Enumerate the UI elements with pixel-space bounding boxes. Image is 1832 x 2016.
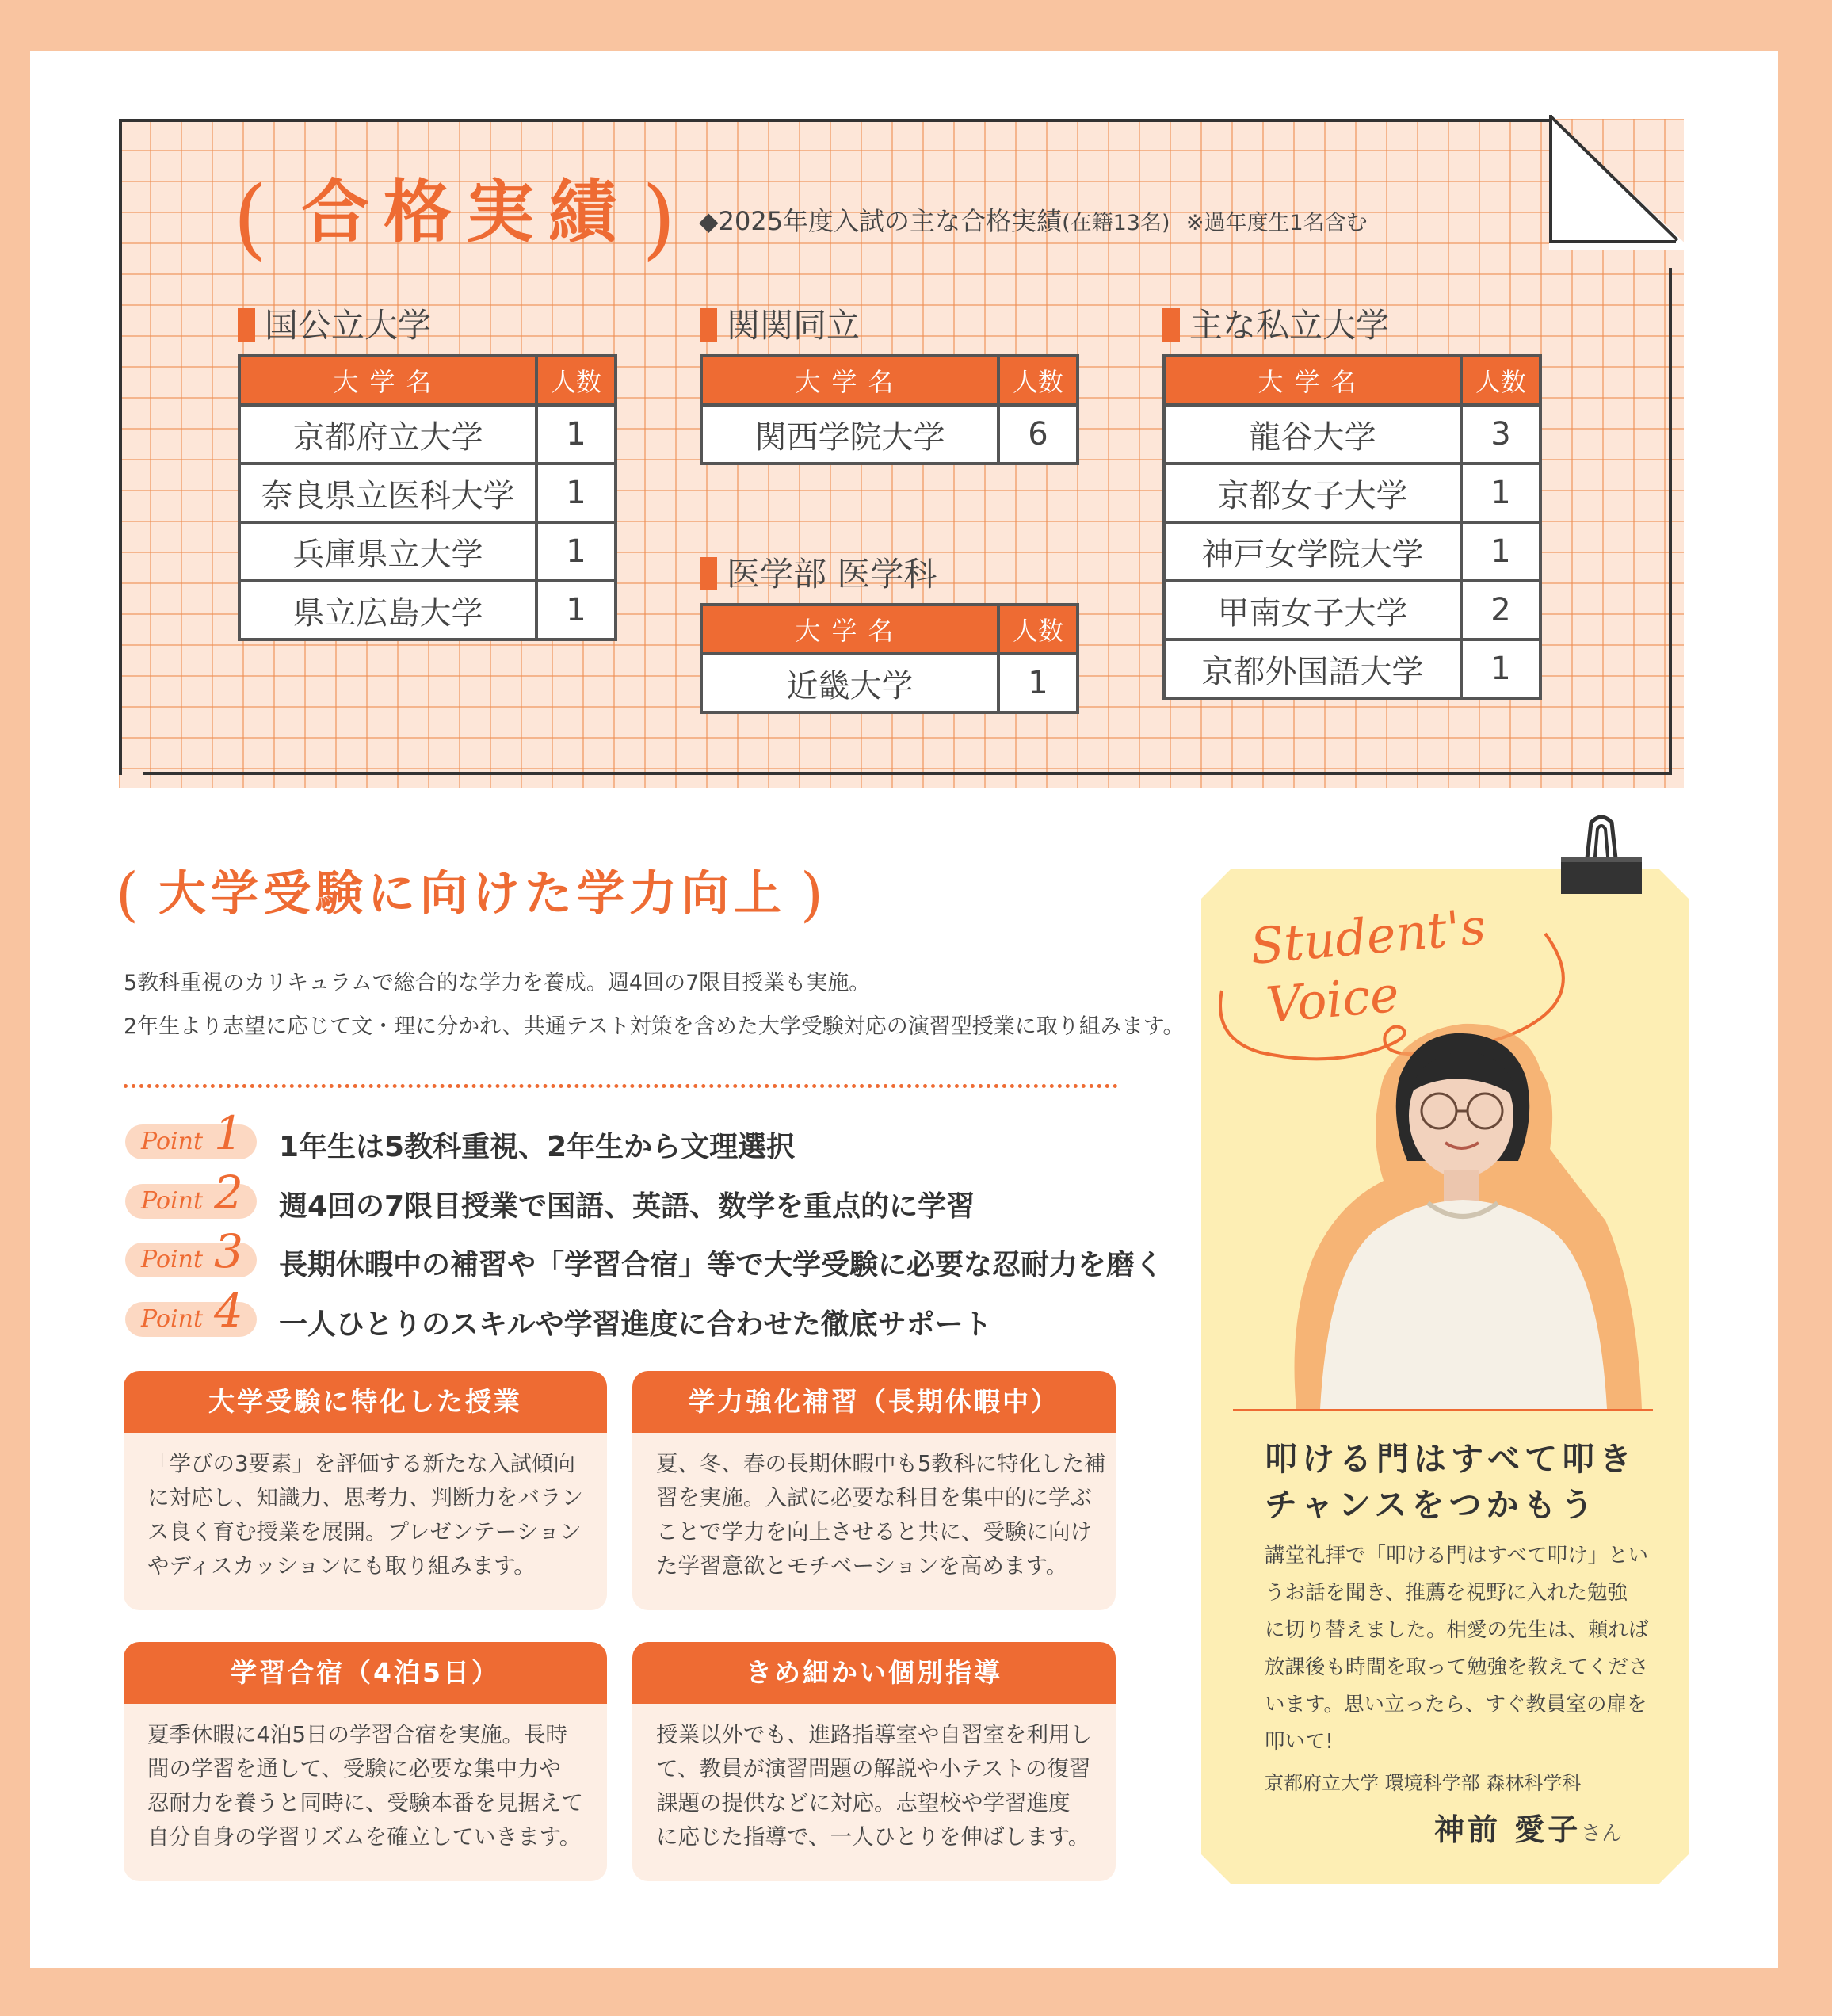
feature-box-line: ことで学力を向上させると共に、受験に向け	[656, 1519, 1092, 1544]
pass-count: 2	[1461, 581, 1540, 640]
feature-box-line: ス良く育む授業を展開。プレゼンテーション	[147, 1519, 582, 1544]
feature-box-line: 夏、冬、春の長期休暇中も5教科に特化した補	[656, 1451, 1106, 1476]
feature-box-title: きめ細かい個別指導	[632, 1642, 1116, 1704]
kankandoritsu-heading	[700, 306, 861, 345]
public-heading	[238, 306, 432, 345]
voice-heading-2: チャンスをつかもう	[1265, 1486, 1598, 1524]
voice-body-line: うお話を聞き、推薦を視野に入れた勉強	[1265, 1581, 1628, 1605]
table-row	[1164, 640, 1540, 698]
table-row	[1164, 464, 1540, 522]
feature-box-line: て、教員が演習問題の解説や小テストの復習	[656, 1756, 1091, 1781]
point-text: 長期休暇中の補習や「学習合宿」等で大学受験に必要な忍耐力を磨く	[279, 1249, 1164, 1281]
point-text: 1年生は5教科重視、2年生から文理選択	[279, 1131, 796, 1163]
voice-body-line: 放課後も時間を取って勉強を教えてくださ	[1265, 1655, 1649, 1679]
table-header-row	[1164, 356, 1540, 405]
point-label: Point	[141, 1128, 204, 1155]
pass-count: 6	[998, 405, 1078, 464]
pass-count: 1	[536, 581, 616, 640]
card-border-right	[1669, 268, 1672, 775]
university-name: 京都府立大学	[239, 405, 536, 464]
voice-body-line: 講堂礼拝で「叩ける門はすべて叩け」とい	[1265, 1544, 1648, 1567]
point-number: 3	[214, 1224, 243, 1278]
student-affiliation: 京都府立大学 環境科学部 森林科学科	[1265, 1772, 1582, 1794]
pass-count: 1	[1461, 464, 1540, 522]
study-intro-1: 5教科重視のカリキュラムで総合的な学力を養成。週4回の7限目授業も実施。	[124, 971, 871, 995]
col-count-header: 人数	[998, 356, 1078, 405]
feature-box-line: 自分自身の学習リズムを確立していきます。	[147, 1824, 582, 1850]
feature-box-body	[124, 1433, 607, 1598]
university-name: 龍谷大学	[1164, 405, 1461, 464]
private-heading-text: 主な私立大学	[1189, 306, 1390, 345]
medical-heading	[700, 555, 937, 594]
table-row	[239, 405, 616, 464]
voice-heading-1: 叩ける門はすべて叩き	[1265, 1440, 1637, 1478]
pass-count: 1	[536, 405, 616, 464]
results-subtitle-note: ※過年度生1名含む	[1185, 211, 1368, 235]
card-border-top	[119, 119, 1551, 122]
voice-divider	[1233, 1409, 1653, 1411]
feature-box-line: 習を実施。入試に必要な科目を集中的に学ぶ	[656, 1485, 1092, 1510]
heading-marker	[1162, 308, 1180, 342]
feature-box-line: 「学びの3要素」を評価する新たな入試傾向	[147, 1451, 575, 1476]
feature-box-title: 大学受験に特化した授業	[124, 1371, 607, 1433]
pass-count: 1	[1461, 522, 1540, 581]
results-subtitle	[699, 201, 1368, 238]
university-name: 奈良県立医科大学	[239, 464, 536, 522]
point-number: 4	[214, 1284, 243, 1338]
results-title: 合格実績	[301, 173, 631, 252]
university-name: 京都外国語大学	[1164, 640, 1461, 698]
study-bracket-left: (	[116, 861, 139, 929]
voice-body	[1265, 1537, 1649, 1761]
table-header-row	[239, 356, 616, 405]
feature-box-line: に対応し、知識力、思考力、判断力をバラン	[147, 1485, 583, 1510]
medical-heading-text: 医学部 医学科	[727, 555, 937, 594]
point-text: 一人ひとりのスキルや学習進度に合わせた徹底サポート	[279, 1308, 992, 1341]
feature-box-line: 夏季休暇に4泊5日の学習合宿を実施。長時	[147, 1722, 567, 1747]
university-name: 甲南女子大学	[1164, 581, 1461, 640]
title-bracket-left: (	[233, 167, 267, 269]
feature-box-title: 学力強化補習（長期休暇中）	[632, 1371, 1116, 1433]
script-word-2: Voice	[1263, 964, 1402, 1034]
col-name-header: 大学名	[1164, 356, 1461, 405]
medical-table	[700, 603, 1079, 714]
pass-count: 1	[536, 522, 616, 581]
kankandoritsu-table	[700, 354, 1079, 465]
table-header-row	[701, 605, 1078, 654]
col-name-header: 大学名	[701, 605, 998, 654]
feature-box-line: た学習意欲とモチベーションを高めます。	[656, 1553, 1068, 1579]
table-row	[701, 654, 1078, 712]
feature-box-line: 課題の提供などに対応。志望校や学習進度	[656, 1790, 1071, 1816]
folded-corner-icon	[1549, 115, 1692, 250]
results-subtitle-count: (在籍13名)	[1062, 211, 1170, 235]
table-row	[1164, 581, 1540, 640]
student-photo	[1288, 1022, 1642, 1411]
dotted-divider	[124, 1084, 1118, 1088]
table-row	[239, 464, 616, 522]
feature-box-line: やディスカッションにも取り組みます。	[147, 1553, 536, 1579]
feature-box-line: 間の学習を通して、受験に必要な集中力や	[147, 1756, 561, 1781]
university-name: 県立広島大学	[239, 581, 536, 640]
university-name: 神戸女学院大学	[1164, 522, 1461, 581]
private-heading	[1162, 306, 1390, 345]
study-bracket-right: )	[800, 861, 823, 929]
col-name-header: 大学名	[701, 356, 998, 405]
col-name-header: 大学名	[239, 356, 536, 405]
table-row	[239, 581, 616, 640]
student-name: 神前 愛子	[1434, 1812, 1582, 1847]
pass-count: 3	[1461, 405, 1540, 464]
feature-box-body	[632, 1704, 1116, 1869]
point-label: Point	[141, 1187, 204, 1215]
feature-box	[632, 1642, 1116, 1881]
university-name: 京都女子大学	[1164, 464, 1461, 522]
feature-box-body	[124, 1704, 607, 1869]
script-word-1: Student's	[1247, 897, 1488, 976]
card-border-bottom	[143, 772, 1672, 775]
feature-box-line: 授業以外でも、進路指導室や自習室を利用し	[656, 1722, 1092, 1747]
public-table	[238, 354, 617, 641]
pass-count: 1	[998, 654, 1078, 712]
feature-box	[124, 1371, 607, 1610]
table-row	[1164, 522, 1540, 581]
table-row	[701, 405, 1078, 464]
table-header-row	[701, 356, 1078, 405]
voice-body-line: 叩いて!	[1265, 1730, 1334, 1754]
table-row	[1164, 405, 1540, 464]
binder-clip-icon	[1555, 810, 1648, 897]
table-row	[239, 522, 616, 581]
pass-count: 1	[1461, 640, 1540, 698]
card-border-left	[119, 119, 122, 775]
point-text: 週4回の7限目授業で国語、英語、数学を重点的に学習	[279, 1190, 975, 1223]
study-intro-2: 2年生より志望に応じて文・理に分かれ、共通テスト対策を含めた大学受験対応の演習型授業に取り組みます。	[124, 1014, 1185, 1039]
feature-box-title: 学習合宿（4泊5日）	[124, 1642, 607, 1704]
col-count-header: 人数	[1461, 356, 1540, 405]
university-name: 関西学院大学	[701, 405, 998, 464]
feature-box	[632, 1371, 1116, 1610]
voice-body-line: います。思い立ったら、すぐ教員室の扉を	[1265, 1693, 1647, 1716]
point-label: Point	[141, 1305, 204, 1333]
feature-box	[124, 1642, 607, 1881]
voice-body-line: に切り替えました。相愛の先生は、頼れば	[1265, 1618, 1649, 1642]
col-count-header: 人数	[998, 605, 1078, 654]
study-title: 大学受験に向けた学力向上	[158, 866, 786, 922]
heading-marker	[700, 557, 717, 590]
feature-box-line: 忍耐力を養うと同時に、受験本番を見据えて	[147, 1790, 583, 1816]
results-subtitle-main: ◆2025年度入試の主な合格実績	[699, 206, 1063, 236]
point-number: 2	[214, 1166, 243, 1220]
col-count-header: 人数	[536, 356, 616, 405]
student-name-line	[1434, 1805, 1622, 1849]
feature-box-body	[632, 1433, 1116, 1598]
kankandoritsu-heading-text: 関関同立	[727, 306, 861, 345]
student-honorific: さん	[1581, 1822, 1623, 1846]
point-number: 1	[214, 1106, 243, 1160]
title-bracket-right: )	[642, 167, 676, 269]
pass-count: 1	[536, 464, 616, 522]
private-table	[1162, 354, 1542, 700]
university-name: 近畿大学	[701, 654, 998, 712]
heading-marker	[238, 308, 255, 342]
university-name: 兵庫県立大学	[239, 522, 536, 581]
feature-box-line: に応じた指導で、一人ひとりを伸ばします。	[656, 1824, 1090, 1850]
point-label: Point	[141, 1246, 204, 1273]
heading-marker	[700, 308, 717, 342]
public-heading-text: 国公立大学	[265, 306, 432, 345]
